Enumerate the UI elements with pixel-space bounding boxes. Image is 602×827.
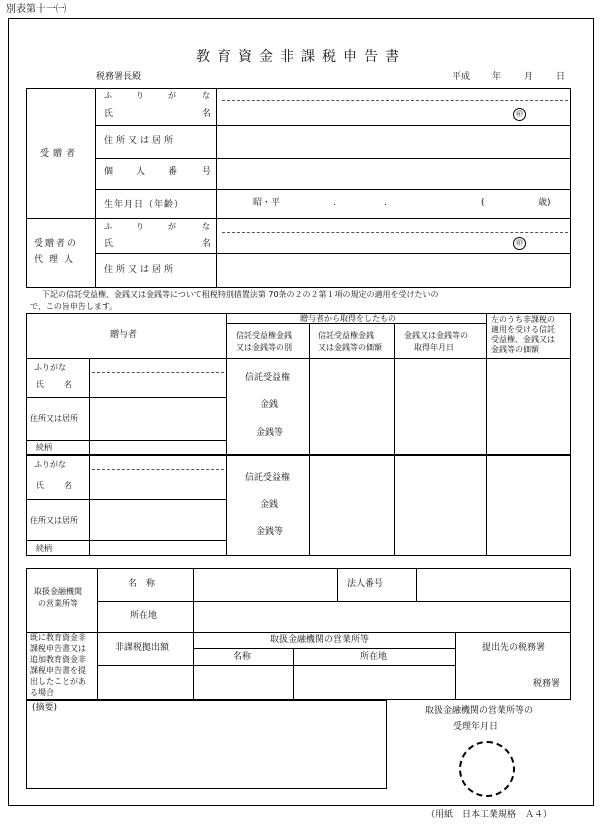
previous-label: 課税申告書又は <box>30 644 86 653</box>
date-year-label: 年 <box>492 72 502 82</box>
receipt-stamp-circle-icon <box>459 741 515 797</box>
donor1-name-label: 氏 <box>36 380 44 389</box>
birthdate-dot: . <box>384 198 387 208</box>
institution-label: の営業所等 <box>38 599 78 608</box>
recipient-number-label: 人 <box>136 167 146 177</box>
tax-office-suffix: 税務署 <box>533 679 561 689</box>
institution-name-label: 名 称 <box>128 579 156 589</box>
donor2-relation-label: 続柄 <box>36 544 52 553</box>
donor2-address-label: 住所又は居所 <box>30 516 78 525</box>
agent-label: 代理人 <box>34 255 80 265</box>
donor1-type-option: 金銭 <box>260 400 279 410</box>
acquired-header: 贈与者から取得をしたもの <box>300 314 396 323</box>
previous-label: 出したことがあ <box>30 677 86 686</box>
donor2-type-option: 信託受益権 <box>245 473 291 483</box>
donor1-type-option: 信託受益権 <box>245 373 291 383</box>
birthdate-dot: . <box>333 198 336 208</box>
col-nontax-header: 左のうち非課税の <box>491 315 555 324</box>
office-header: 取扱金融機関の営業所等 <box>270 635 370 645</box>
summary-box <box>26 700 387 789</box>
col-value-header: 又は金銭等の価額 <box>318 343 382 352</box>
donor2-type-option: 金銭等 <box>256 527 284 537</box>
corporate-number-label: 法人番号 <box>347 579 384 589</box>
col-type-header: 又は金銭等の別 <box>236 343 292 352</box>
agent-furigana-char: ふ <box>104 222 112 231</box>
previous-label: 追加教育資金非 <box>30 655 86 664</box>
recipient-address-label: 住所又は居所 <box>104 136 177 146</box>
agent-furigana-char: が <box>168 222 176 231</box>
donor1-furigana-label: ふりがな <box>34 363 66 372</box>
declaration-line: で、この旨申告します。 <box>30 302 118 311</box>
donor-table <box>26 313 571 556</box>
date-era: 平成 <box>452 72 471 82</box>
institution-location-label: 所在地 <box>130 611 158 621</box>
office-name-header: 名称 <box>233 652 252 662</box>
form-title: 教育資金非課税申告書 <box>196 49 406 65</box>
col-date-header: 取得年月日 <box>414 343 454 352</box>
donor1-name-label: 名 <box>64 380 72 389</box>
recipient-furigana-char: ふ <box>104 91 112 100</box>
birthdate-era: 昭・平 <box>253 198 281 208</box>
agent-address-label: 住所又は居所 <box>104 265 177 275</box>
receipt-label: 受理年月日 <box>453 722 499 732</box>
col-nontax-header: 受益権、金銭又は <box>491 335 555 344</box>
paper-size-note: （用紙 日本工業規格 Ａ４） <box>426 810 553 820</box>
recipient-label: 受贈者 <box>40 149 80 159</box>
recipient-seal-icon: ㊞ <box>513 108 526 121</box>
recipient-furigana-char: な <box>202 91 210 100</box>
previous-label: る場合 <box>30 688 54 697</box>
recipient-furigana-char: が <box>168 91 176 100</box>
form-number: 別表第十一㈠ <box>6 4 66 15</box>
institution-label: 取扱金融機関 <box>34 587 82 596</box>
agent-seal-icon: ㊞ <box>513 237 526 250</box>
donor2-type-option: 金銭 <box>260 500 279 510</box>
recipient-number-label: 個 <box>104 167 114 177</box>
previous-label: 既に教育資金非 <box>30 633 86 642</box>
recipient-furigana-char: り <box>136 91 144 100</box>
col-value-header: 信託受益権金銭 <box>318 331 374 340</box>
previous-label: 課税申告書を提 <box>30 666 86 675</box>
recipient-name-label: 名 <box>202 109 212 119</box>
donor1-address-label: 住所又は居所 <box>30 414 78 423</box>
agent-furigana-char: り <box>136 222 144 231</box>
donor2-name-label: 名 <box>64 481 72 490</box>
agent-name-label: 名 <box>202 239 212 249</box>
donor1-type-option: 金銭等 <box>256 428 284 438</box>
addressee: 税務署長殿 <box>96 72 142 82</box>
donor-header: 贈与者 <box>110 330 138 340</box>
age-unit: 歳) <box>538 198 551 208</box>
office-location-header: 所在地 <box>360 652 388 662</box>
donor2-name-label: 氏 <box>36 481 44 490</box>
col-type-header: 信託受益権金銭 <box>236 331 292 340</box>
age-open: ( <box>481 198 485 208</box>
agent-name-label: 氏 <box>104 239 114 249</box>
col-nontax-header: 金銭等の価額 <box>491 345 539 354</box>
agent-furigana-char: な <box>202 222 210 231</box>
date-day-label: 日 <box>556 72 566 82</box>
col-date-header: 金銭又は金銭等の <box>404 331 468 340</box>
institution-block <box>26 568 571 700</box>
donor1-relation-label: 続柄 <box>36 443 52 452</box>
recipient-name-label: 氏 <box>104 109 114 119</box>
summary-label: (摘要) <box>32 703 58 713</box>
agent-label: 受贈者の <box>34 239 79 249</box>
recipient-number-label: 番 <box>168 167 178 177</box>
recipient-birthdate-label: 生年月日（年齢） <box>104 200 185 210</box>
date-month-label: 月 <box>524 72 534 82</box>
nontax-limit-label: 非課税拠出額 <box>115 643 170 653</box>
recipient-number-label: 号 <box>202 167 212 177</box>
declaration-line: 下記の信託受益権、金銭又は金銭等について租税特別措置法第 70条の２の２第１項の規定の適用を受けたいの <box>42 290 439 299</box>
donor2-furigana-label: ふりがな <box>34 460 66 469</box>
col-nontax-header: 適用を受ける信託 <box>491 325 555 334</box>
tax-office-header: 提出先の税務署 <box>482 643 546 653</box>
receipt-label: 取扱金融機関の営業所等の <box>425 706 534 716</box>
